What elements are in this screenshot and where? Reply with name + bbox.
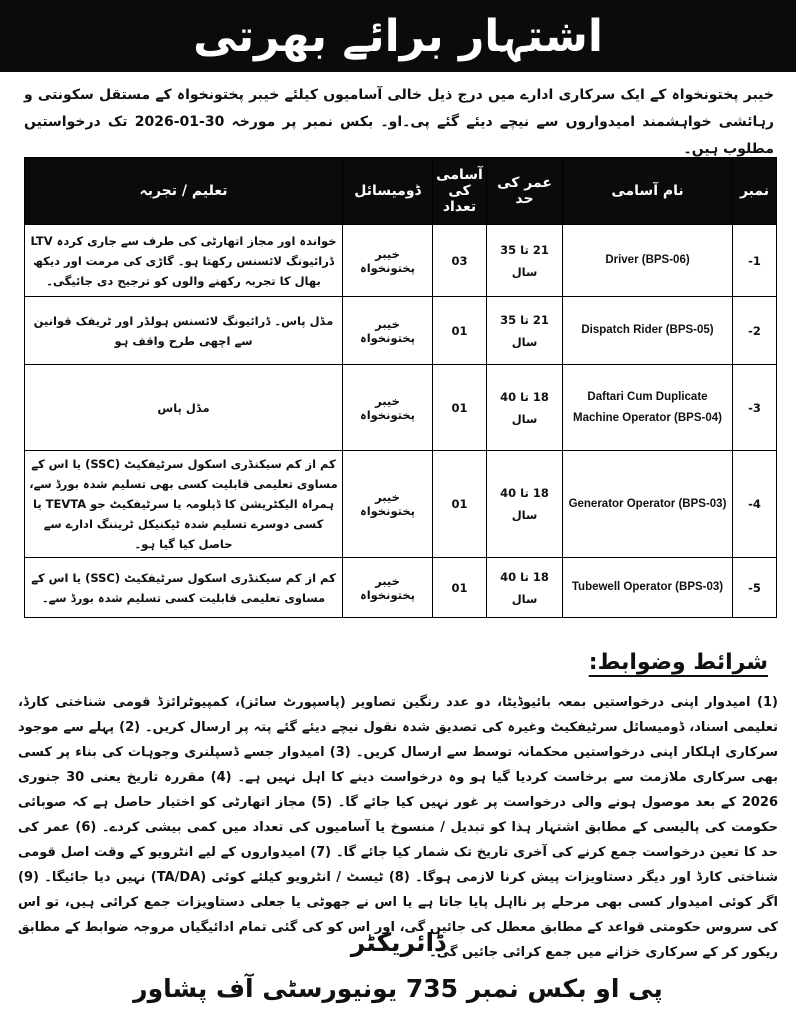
signatory-title: ڈائریکٹر bbox=[350, 928, 446, 957]
row-age: 18 تا 40 سال bbox=[487, 558, 563, 618]
row-age: 18 تا 40 سال bbox=[487, 451, 563, 558]
row-sn: 2- bbox=[733, 297, 777, 365]
row-sn: 4- bbox=[733, 451, 777, 558]
row-post: Dispatch Rider (BPS-05) bbox=[563, 297, 733, 365]
row-sn: 5- bbox=[733, 558, 777, 618]
table-row bbox=[25, 365, 777, 451]
table-row bbox=[25, 451, 777, 558]
row-post: Generator Operator (BPS-03) bbox=[563, 451, 733, 558]
row-domicile: خیبر پختونخواہ bbox=[343, 225, 433, 297]
signatory-address: پی او بکس نمبر 735 یونیورسٹی آف پشاور bbox=[133, 974, 663, 1003]
row-sn: 3- bbox=[733, 365, 777, 451]
table-row bbox=[25, 558, 777, 618]
table-row bbox=[25, 297, 777, 365]
row-domicile: خیبر پختونخواہ bbox=[343, 297, 433, 365]
row-domicile: خیبر پختونخواہ bbox=[343, 558, 433, 618]
header-domicile: ڈومیسائل bbox=[343, 158, 433, 225]
vacancy-table bbox=[24, 157, 777, 618]
title-banner bbox=[0, 0, 796, 72]
header-sn: نمبر bbox=[733, 158, 777, 225]
row-qualification: خواندہ اور مجاز اتھارٹی کی طرف سے جاری کردہ LTV ڈرائیونگ لائسنس رکھتا ہو۔ گاڑی کی مرمت اور دیکھ بھال کا تجربہ رکھنے والوں کو ترجیح دی جائیگی۔ bbox=[25, 225, 343, 297]
row-posts: 01 bbox=[433, 365, 487, 451]
row-age: 21 تا 35 سال bbox=[487, 297, 563, 365]
terms-heading: شرائط وضوابط: bbox=[588, 650, 768, 675]
row-age: 21 تا 35 سال bbox=[487, 225, 563, 297]
row-posts: 03 bbox=[433, 225, 487, 297]
row-posts: 01 bbox=[433, 451, 487, 558]
header-posts: آسامی کی تعداد bbox=[433, 158, 487, 225]
row-post: Daftari Cum Duplicate Machine Operator (BPS-04) bbox=[563, 365, 733, 451]
header-age: عمر کی حد bbox=[487, 158, 563, 225]
row-posts: 01 bbox=[433, 558, 487, 618]
row-qualification: مڈل پاس bbox=[25, 365, 343, 451]
table-row bbox=[25, 225, 777, 297]
row-post: Tubewell Operator (BPS-03) bbox=[563, 558, 733, 618]
row-sn: 1- bbox=[733, 225, 777, 297]
row-post: Driver (BPS-06) bbox=[563, 225, 733, 297]
page-title: اشتہار برائے بھرتی bbox=[193, 10, 603, 62]
table-header-row bbox=[25, 158, 777, 225]
terms-paragraph: (1) امیدوار اپنی درخواستیں بمعہ بائیوڈیٹا، دو عدد رنگین تصاویر (پاسپورٹ سائز)، کمپیوٹرائزڈ قومی شناختی کارڈ، تعلیمی اسناد، ڈومیسائل سرٹیفکیٹ وغیرہ کی تصدیق شدہ نقول نیچے دیئے گئے پتہ پر ارسال کریں۔ (2) پہلے سے موجود سرکاری اہلکار اپنی درخواستیں محکمانہ توسط سے ارسال کریں۔ (3) امیدوار جسے ڈسپلنری وجوہات کی بناء پر کسی بھی سرکاری ملازمت سے برخاست کردیا گیا ہو وہ درخواست دینے کا اہل نہیں ہے۔ (4) مقررہ تاریخ یعنی 30 جنوری 2026 کے بعد موصول ہونے والی درخواست پر غور نہیں کیا جائے گا۔ (5) مجاز اتھارٹی کو اختیار حاصل ہے کہ صوبائی حکومت کی پالیسی کے مطابق اشتہار ہذا کو تبدیل / منسوخ یا آسامیوں کی تعداد میں کمی بیشی کردے۔ (6) عمر کی حد کا تعین درخواست جمع کرنے کی آخری تاریخ تک شمار کیا جائے گا۔ (7) امیدواروں کے لیے انٹرویو کے وقت اصل قومی شناختی کارڈ اور دیگر دستاویزات پیش کرنا لازمی ہوگا۔ (8) ٹیسٹ / انٹرویو کیلئے کوئی (TA/DA) نہیں دیا جائیگا۔ (9) اگر کوئی امیدوار کسی بھی مرحلے پر نااہل پایا جاتا ہے یا اس نے جھوٹی یا جعلی دستاویزات جمع کرائی ہیں، تو اس کی سروس حکومتی قواعد کے مطابق معطل کی جائیں گی، اور اس کو کی گئی تمام ادائیگیاں مروجہ ضوابط کے مطابق ریکور کر کے سرکاری خزانے میں جمع کرائی جائیں گی۔ bbox=[18, 695, 778, 960]
row-qualification: کم از کم سیکنڈری اسکول سرٹیفکیٹ (SSC) یا اس کے مساوی تعلیمی قابلیت کسی بھی تسلیم شدہ بورڈ سے، ہمراہ الیکٹریشن کا ڈپلومہ یا سرٹیفکیٹ جو TEVTA یا کسی دوسرے تسلیم شدہ ٹیکنیکل ٹریننگ ادارے سے حاصل کیا گیا ہو۔ bbox=[25, 451, 343, 558]
intro-paragraph: خیبر پختونخواہ کے ایک سرکاری ادارے میں درج ذیل خالی آسامیوں کیلئے خیبر پختونخواہ کے مستقل سکونتی و رہائشی خواہشمند امیدواروں سے نیچے دیئے گئے پی۔او۔ بکس نمبر پر مورخہ 30-01-2026 تک درخواستیں مطلوب ہیں۔ bbox=[24, 87, 774, 157]
row-qualification: مڈل پاس۔ ڈرائیونگ لائسنس ہولڈر اور ٹریفک قوانین سے اچھی طرح واقف ہو bbox=[25, 297, 343, 365]
row-qualification: کم از کم سیکنڈری اسکول سرٹیفکیٹ (SSC) یا اس کے مساوی تعلیمی قابلیت کسی تسلیم شدہ بورڈ سے۔ bbox=[25, 558, 343, 618]
header-qualification: تعلیم / تجربہ bbox=[25, 158, 343, 225]
row-domicile: خیبر پختونخواہ bbox=[343, 365, 433, 451]
header-post: نام آسامی bbox=[563, 158, 733, 225]
row-domicile: خیبر پختونخواہ bbox=[343, 451, 433, 558]
row-posts: 01 bbox=[433, 297, 487, 365]
row-age: 18 تا 40 سال bbox=[487, 365, 563, 451]
